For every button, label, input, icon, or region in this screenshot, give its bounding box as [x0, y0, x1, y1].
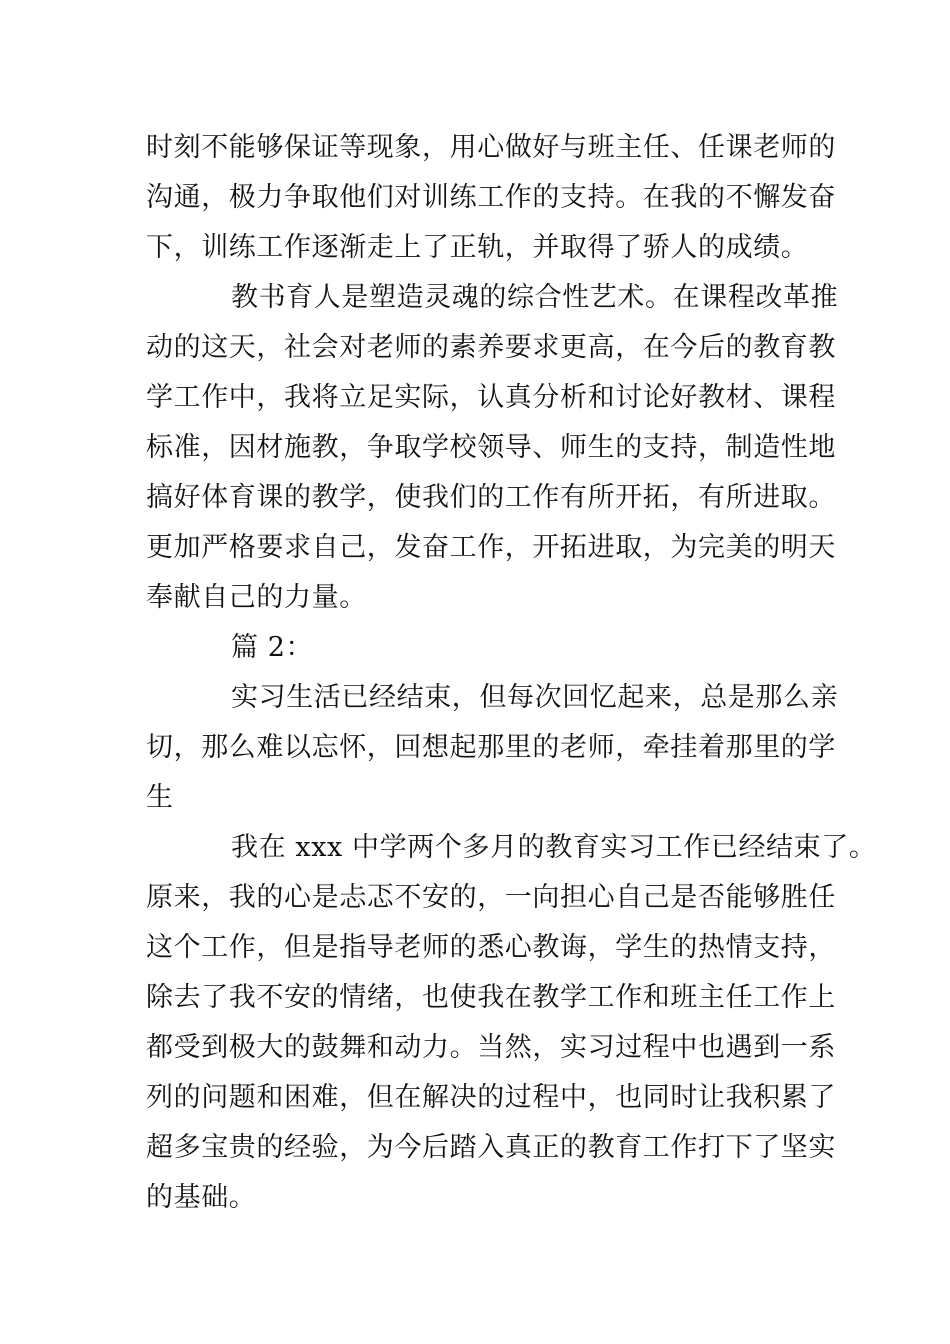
paragraph-line: 都受到极大的鼓舞和动力。当然，实习过程中也遇到一系: [146, 1032, 836, 1063]
paragraph-line: 超多宝贵的经验，为今后踏入真正的教育工作打下了坚实: [146, 1132, 836, 1163]
paragraph-line: 搞好体育课的教学，使我们的工作有所开拓，有所进取。: [146, 482, 836, 513]
paragraph-line: 的基础。: [146, 1182, 257, 1213]
paragraph-line: 时刻不能够保证等现象，用心做好与班主任、任课老师的: [146, 132, 836, 163]
paragraph-line: 我在 xxx 中学两个多月的教育实习工作已经结束了。: [231, 832, 877, 863]
paragraph-line: 列的问题和困难，但在解决的过程中，也同时让我积累了: [146, 1082, 836, 1113]
paragraph-line: 切，那么难以忘怀，回想起那里的老师，牵挂着那里的学: [146, 732, 836, 763]
paragraph-line: 原来，我的心是忐忑不安的，一向担心自己是否能够胜任: [146, 882, 836, 913]
paragraph-line: 动的这天，社会对老师的素养要求更高，在今后的教育教: [146, 332, 836, 363]
paragraph-line: 更加严格要求自己，发奋工作，开拓进取，为完美的明天: [146, 532, 836, 563]
paragraph-line: 实习生活已经结束，但每次回忆起来，总是那么亲: [231, 682, 839, 713]
paragraph-line: 标准，因材施教，争取学校领导、师生的支持，制造性地: [146, 432, 836, 463]
paragraph-line: 奉献自己的力量。: [146, 582, 367, 613]
paragraph-line: 教书育人是塑造灵魂的综合性艺术。在课程改革推: [231, 282, 839, 313]
paragraph-line: 学工作中，我将立足实际，认真分析和讨论好教材、课程: [146, 382, 836, 413]
paragraph-line: 这个工作，但是指导老师的悉心教诲，学生的热情支持，: [146, 932, 836, 963]
paragraph-line: 沟通，极力争取他们对训练工作的支持。在我的不懈发奋: [146, 182, 836, 213]
paragraph-line: 生: [146, 782, 174, 813]
paragraph-line: 除去了我不安的情绪，也使我在教学工作和班主任工作上: [146, 982, 836, 1013]
section-heading: 篇 2：: [231, 632, 314, 663]
paragraph-line: 下，训练工作逐渐走上了正轨，并取得了骄人的成绩。: [146, 232, 809, 263]
